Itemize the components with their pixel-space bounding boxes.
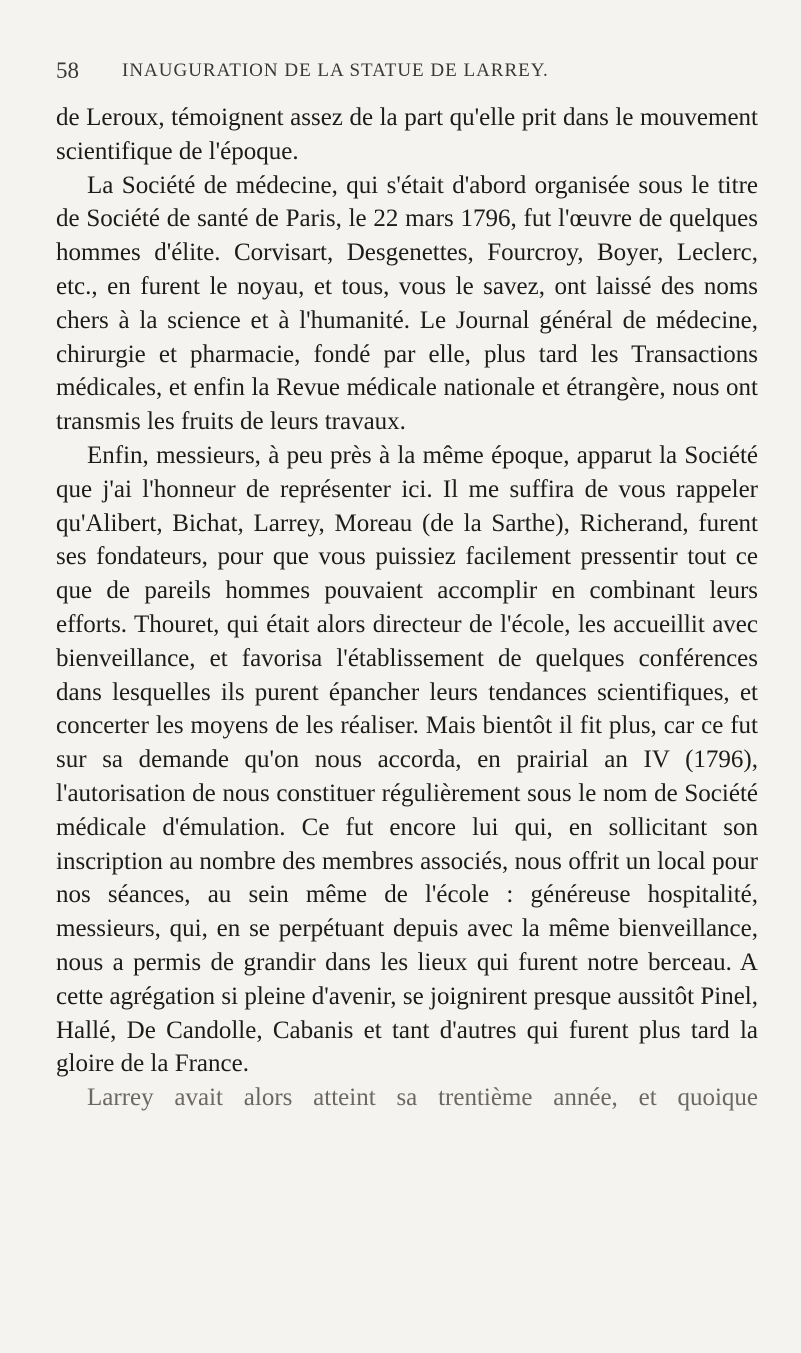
running-title: INAUGURATION DE LA STATUE DE LARREY. (122, 60, 549, 81)
body-text (56, 101, 758, 1115)
paragraph-4: Larrey avait alors atteint sa trentième année, et quoique (87, 1084, 758, 1112)
page-number: 58 (56, 58, 79, 83)
paragraph-1: de Leroux, témoignent assez de la part qu'elle prit dans le mouvement scientifique de l'époque. (56, 104, 758, 165)
page-header (56, 58, 776, 92)
paragraph-2: La Société de médecine, qui s'était d'abord organisée sous le titre de Société de santé de Paris, le 22 mars 1796, fut l'œuvre de quelques hommes d'élite. Corvisart, Desgenettes, Fourcroy, Boyer, Leclerc, etc., en furent le noyau, et tous, vous le savez, ont laissé des noms chers à la science et à l'humanité. Le Journal général de médecine, chirurgie et pharmacie, fondé par elle, plus tard les Transactions médicales, et enfin la Revue médicale nationale et étrangère, nous ont transmis les fruits de leurs travaux. (56, 171, 758, 436)
paragraph-3: Enfin, messieurs, à peu près à la même époque, apparut la Société que j'ai l'honneur de représenter ici. Il me suffira de vous rappeler qu'Alibert, Bichat, Larrey, Moreau (de la Sarthe), Richerand, furent ses fondateurs, pour que vous puissiez facilement pressentir tout ce que de pareils hommes pouvaient accomplir en combinant leurs efforts. Thouret, qui était alors directeur de l'école, les accueillit avec bienveillance, et favorisa l'établissement de quelques conférences dans lesquelles ils purent épancher leurs tendances scientifiques, et concerter les moyens de les réaliser. Mais bientôt il fit plus, car ce fut sur sa demande qu'on nous accorda, en prairial an IV (1796), l'autorisation de nous constituer régulièrement sous le nom de Société médicale d'émulation. Ce fut encore lui qui, en sollicitant son inscription au nombre des membres associés, nous offrit un local pour nos séances, au sein même de l'école : généreuse hospitalité, messieurs, qui, en se perpétuant depuis avec la même bienveillance, nous a permis de grandir dans les lieux qui furent notre berceau. A cette agrégation si pleine d'avenir, se joignirent presque aussitôt Pinel, Hallé, De Candolle, Cabanis et tant d'autres qui furent plus tard la gloire de la France. (56, 441, 758, 1078)
